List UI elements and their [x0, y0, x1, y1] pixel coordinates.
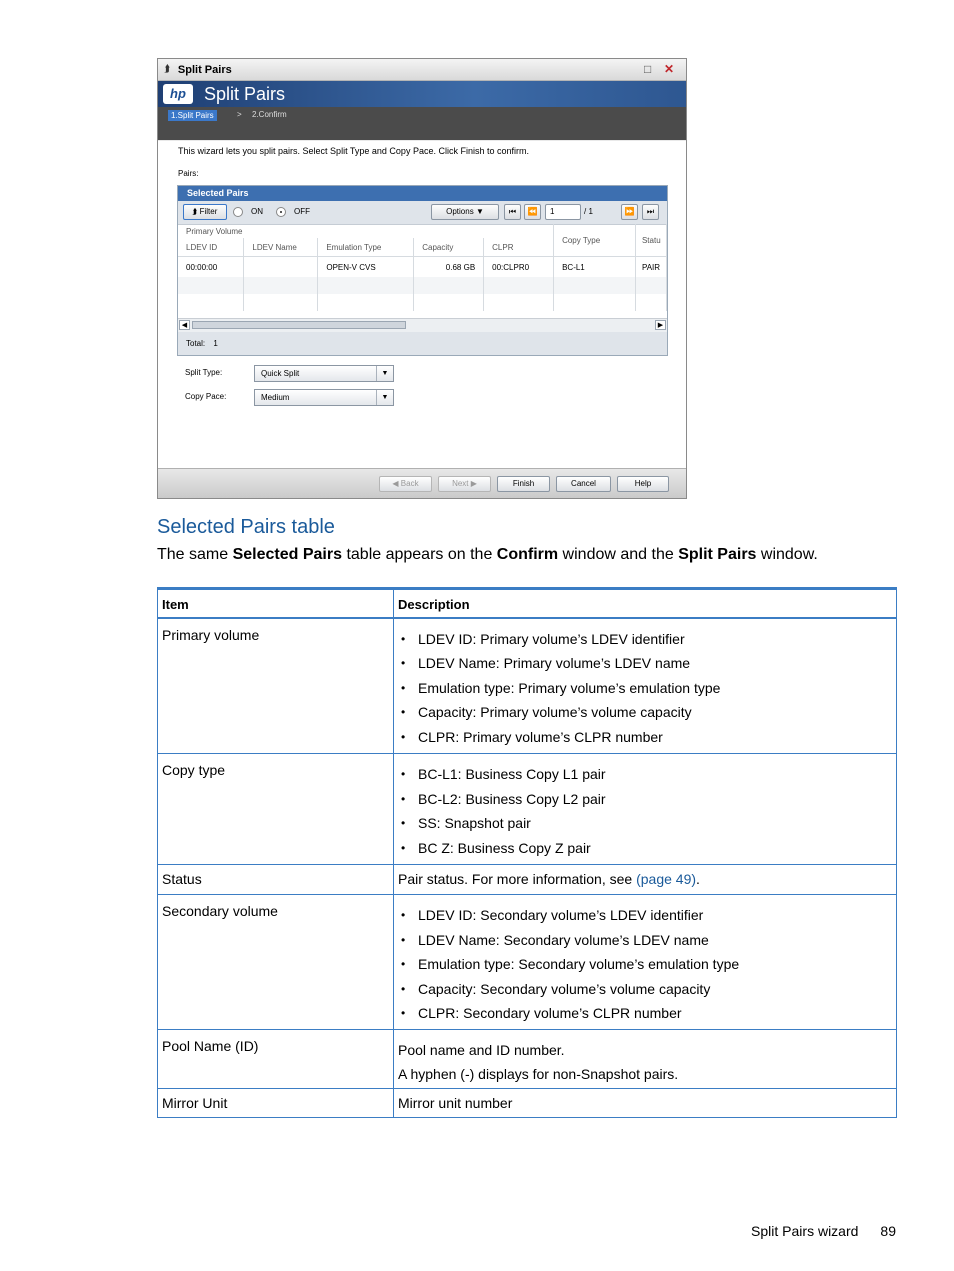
cell-copy-type: BC-L1 — [554, 257, 636, 278]
column-header-emulation-type[interactable]: Emulation Type — [318, 238, 414, 257]
table-row — [158, 895, 897, 1030]
grid-title: Selected Pairs — [178, 186, 667, 201]
column-header-copy-type[interactable]: Copy Type — [554, 224, 636, 257]
next-page-icon: ⏩ — [624, 207, 635, 216]
scroll-left-icon[interactable]: ◀ — [179, 320, 190, 330]
cell-clpr: 00:CLPR0 — [484, 257, 554, 278]
cell-capacity: 0.68 GB — [414, 257, 484, 278]
wizard-intro-text: This wizard lets you split pairs. Select Split Type and Copy Pace. Click Finish to confirm. — [178, 146, 529, 156]
copy-pace-label: Copy Pace: — [185, 392, 227, 401]
split-pairs-screenshot — [157, 58, 687, 499]
breadcrumb-step-confirm: 2.Confirm — [252, 110, 287, 119]
page-number: 89 — [880, 1223, 896, 1239]
hp-logo-icon: hp — [163, 84, 193, 104]
first-page-button[interactable] — [504, 204, 521, 220]
pairs-table — [178, 224, 667, 311]
selected-pairs-description-table — [157, 587, 897, 1118]
breadcrumb-step-split-pairs: 1.Split Pairs — [168, 110, 217, 121]
cancel-button[interactable]: Cancel — [556, 476, 611, 492]
page-link[interactable]: (page 49) — [636, 871, 697, 887]
list-item: • Emulation type: Secondary volume’s emulation type — [418, 952, 896, 977]
column-header-status[interactable]: Statu — [635, 224, 666, 257]
column-header-capacity[interactable]: Capacity — [414, 238, 484, 257]
filter-on-radio[interactable] — [233, 207, 243, 217]
selected-pairs-grid — [177, 185, 668, 356]
table-row — [158, 1030, 897, 1089]
next-button-label: Next — [452, 479, 469, 488]
list-item: • BC-L2: Business Copy L2 pair — [418, 787, 896, 812]
filter-button-label: Filter — [199, 207, 218, 216]
options-dropdown[interactable] — [431, 204, 499, 220]
cell-ldev-id: 00:00:00 — [178, 257, 244, 278]
table-row — [158, 754, 897, 865]
grid-toolbar — [178, 201, 667, 225]
list-item: • LDEV Name: Primary volume’s LDEV name — [418, 651, 896, 676]
intro-text: window and the — [558, 546, 679, 563]
next-page-button[interactable] — [621, 204, 638, 220]
description-cell — [394, 754, 897, 865]
maximize-icon[interactable]: □ — [644, 62, 652, 76]
column-header-item: Item — [158, 589, 394, 618]
list-item: • Emulation type: Primary volume’s emulation type — [418, 676, 896, 701]
chevron-down-icon: ▼ — [376, 390, 393, 405]
intro-text: The same — [157, 546, 233, 563]
item-cell: Mirror Unit — [158, 1089, 394, 1118]
back-arrow-icon: ◀ — [392, 479, 399, 488]
item-cell: Primary volume — [158, 618, 394, 754]
table-row — [178, 277, 667, 294]
list-item: • BC Z: Business Copy Z pair — [418, 836, 896, 861]
column-header-description: Description — [394, 589, 897, 618]
status-description-end: . — [696, 871, 700, 887]
first-page-icon: ⏮ — [508, 207, 517, 216]
table-row — [158, 865, 897, 895]
pairs-label: Pairs: — [178, 169, 199, 178]
banner-title: Split Pairs — [204, 84, 286, 104]
footer-section-title: Split Pairs wizard — [751, 1223, 859, 1239]
page-footer — [751, 1223, 896, 1239]
group-header-primary-volume: Primary Volume — [178, 224, 554, 238]
next-arrow-icon: ▶ — [470, 479, 477, 488]
chevron-down-icon: ▼ — [475, 207, 484, 216]
close-icon[interactable]: ✕ — [664, 62, 675, 76]
breadcrumb — [158, 107, 686, 140]
last-page-icon: ⏭ — [646, 207, 655, 216]
filter-on-label: ON — [251, 207, 263, 216]
bullet-list — [398, 903, 896, 1026]
previous-page-icon: ⏪ — [527, 207, 538, 216]
split-type-value: Quick Split — [261, 369, 300, 378]
list-item: • BC-L1: Business Copy L1 pair — [418, 762, 896, 787]
bullet-list — [398, 762, 896, 860]
collapse-icon: ⮭ — [192, 207, 198, 216]
scrollbar-thumb[interactable] — [192, 321, 406, 329]
last-page-button[interactable] — [642, 204, 659, 220]
item-cell: Pool Name (ID) — [158, 1030, 394, 1089]
filter-off-radio[interactable] — [276, 207, 286, 217]
list-item: • LDEV ID: Secondary volume’s LDEV identifier — [418, 903, 896, 928]
intro-emphasis: Confirm — [496, 546, 559, 563]
description-cell: Mirror unit number — [394, 1089, 897, 1118]
help-button[interactable]: Help — [617, 476, 669, 492]
intro-emphasis: Selected Pairs — [232, 546, 342, 563]
intro-emphasis: Split Pairs — [678, 546, 757, 563]
list-item: • Capacity: Secondary volume’s volume capacity — [418, 977, 896, 1002]
wizard-footer — [158, 468, 686, 499]
table-row — [158, 618, 897, 754]
wizard-content — [158, 141, 686, 468]
list-item: • SS: Snapshot pair — [418, 811, 896, 836]
filter-button[interactable] — [183, 204, 227, 220]
item-cell: Copy type — [158, 754, 394, 865]
description-cell — [394, 618, 897, 754]
table-header-row — [158, 589, 897, 618]
list-item: • CLPR: Primary volume’s CLPR number — [418, 725, 896, 750]
bullet-list — [398, 627, 896, 750]
table-row — [158, 1089, 897, 1118]
item-cell: Status — [158, 865, 394, 895]
intro-text: window. — [756, 546, 818, 563]
previous-page-button[interactable] — [524, 204, 541, 220]
back-button[interactable] — [379, 476, 432, 492]
back-button-label: Back — [400, 479, 419, 488]
cell-ldev-name — [244, 257, 318, 278]
finish-button[interactable]: Finish — [497, 476, 550, 492]
grid-total — [178, 332, 667, 355]
cell-emulation-type: OPEN-V CVS — [318, 257, 414, 278]
section-intro — [157, 546, 818, 564]
description-cell — [394, 895, 897, 1030]
wizard-banner — [158, 81, 686, 107]
breadcrumb-separator: > — [237, 110, 242, 119]
scroll-right-icon[interactable]: ▶ — [655, 320, 666, 330]
table-row[interactable] — [178, 257, 667, 278]
copy-pace-value: Medium — [261, 393, 290, 402]
total-value: 1 — [213, 339, 218, 348]
intro-text: table appears on the — [342, 546, 497, 563]
description-cell — [394, 865, 897, 895]
next-button[interactable] — [438, 476, 491, 492]
collapse-icon[interactable]: ⮭ — [164, 64, 170, 75]
list-item: • LDEV ID: Primary volume’s LDEV identifier — [418, 627, 896, 652]
cell-status: PAIR — [635, 257, 666, 278]
list-item: • LDEV Name: Secondary volume’s LDEV name — [418, 928, 896, 953]
column-header-clpr[interactable]: CLPR — [484, 238, 554, 257]
options-label: Options — [446, 207, 474, 216]
window-titlebar — [158, 59, 686, 81]
description-line: Pool name and ID number. — [398, 1042, 565, 1058]
description-line: A hyphen (-) displays for non-Snapshot pairs. — [398, 1066, 679, 1082]
total-label: Total: — [186, 339, 206, 348]
status-description: Pair status. For more information, see — [398, 871, 637, 887]
window-title: Split Pairs — [177, 63, 232, 76]
column-header-ldev-id[interactable]: LDEV ID — [178, 238, 244, 257]
table-row — [178, 294, 667, 311]
filter-off-label: OFF — [294, 207, 310, 216]
list-item: • Capacity: Primary volume’s volume capacity — [418, 700, 896, 725]
section-heading: Selected Pairs table — [157, 516, 335, 538]
split-type-select[interactable] — [254, 365, 394, 382]
chevron-down-icon: ▼ — [376, 366, 393, 381]
description-cell — [394, 1030, 897, 1089]
column-header-ldev-name[interactable]: LDEV Name — [244, 238, 318, 257]
page-number-input[interactable]: 1 — [545, 204, 581, 220]
split-type-label: Split Type: — [185, 368, 223, 377]
horizontal-scrollbar[interactable] — [178, 318, 667, 332]
copy-pace-select[interactable] — [254, 389, 394, 406]
item-cell: Secondary volume — [158, 895, 394, 1030]
page-total: / 1 — [584, 207, 593, 216]
list-item: • CLPR: Secondary volume’s CLPR number — [418, 1001, 896, 1026]
